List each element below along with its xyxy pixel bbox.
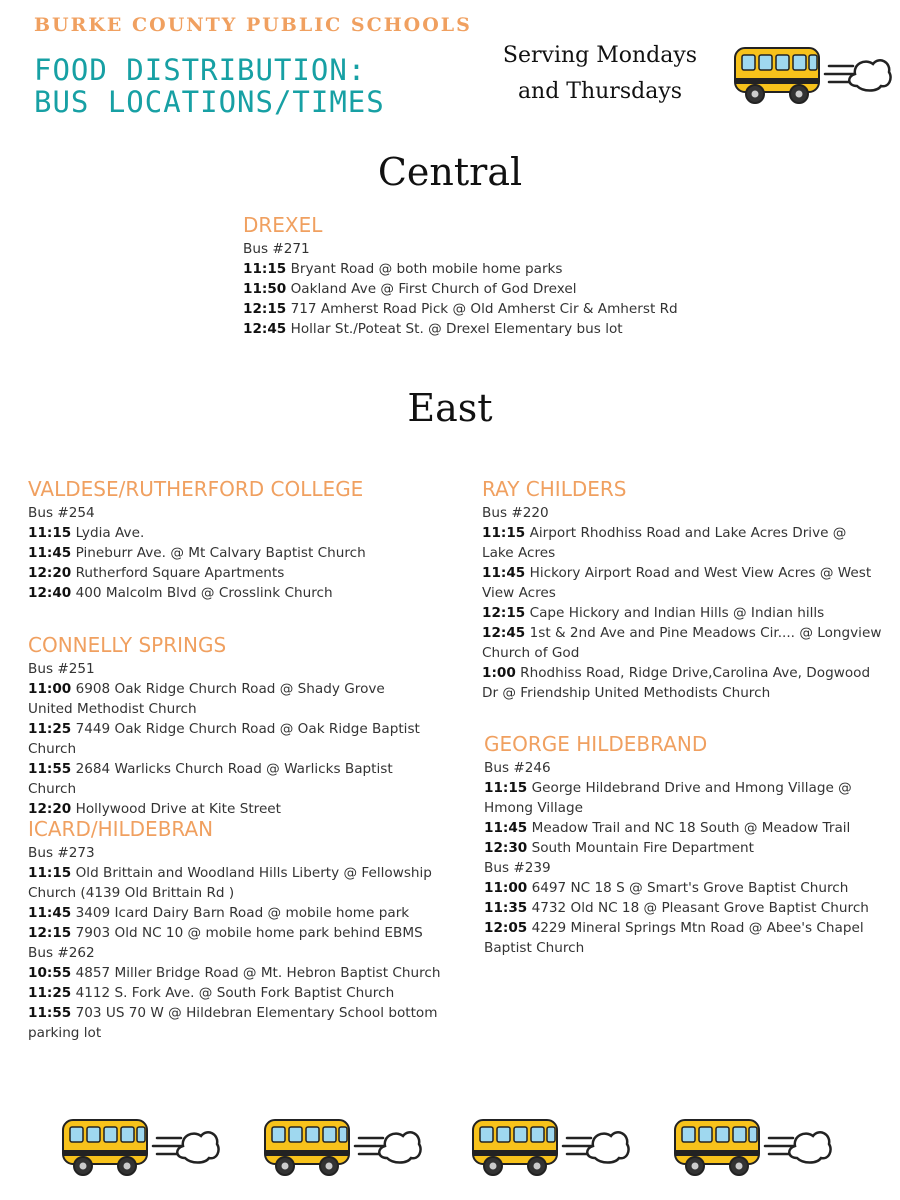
school-bus-icon [672,1114,834,1178]
serving-days [470,38,730,110]
region-heading-central: Central [377,150,523,194]
stop-time: 11:35 [484,900,528,916]
bus-number: Bus #239 [484,860,551,876]
route-ray-childers [482,476,882,703]
stop-location: 400 Malcolm Blvd @ Crosslink Church [71,585,333,601]
stop-item [484,838,884,858]
school-bus-icon [262,1114,424,1178]
stop-location: 703 US 70 W @ Hildebran Elementary School bottom parking lot [28,1005,438,1041]
stop-location: Hollywood Drive at Kite Street [71,801,281,817]
stop-item [482,523,882,563]
stop-location: 7449 Oak Ridge Church Road @ Oak Ridge Baptist Church [28,721,420,757]
stop-time: 11:55 [28,761,72,777]
stop-time: 12:15 [28,925,72,941]
stop-location: 4732 Old NC 18 @ Pleasant Grove Baptist Church [527,900,869,916]
stop-time: 11:15 [243,261,287,277]
serving-days-line-2: and Thursdays [517,79,683,104]
stop-location: 2684 Warlicks Church Road @ Warlicks Baptist Church [28,761,393,797]
stop-item [28,903,468,923]
stop-item [484,778,884,818]
district-name: BURKE COUNTY PUBLIC SCHOOLS [34,14,472,36]
route-valdese-rutherford-college [28,476,458,603]
stop-item [482,663,882,703]
stop-location: Meadow Trail and NC 18 South @ Meadow Trail [527,820,851,836]
page-title-line-2: BUS LOCATIONS/TIMES [34,85,385,119]
stop-time: 11:00 [28,681,72,697]
stop-item [482,603,882,623]
stop-time: 11:15 [28,525,72,541]
stop-location: 4229 Mineral Springs Mtn Road @ Abee's Chapel Baptist Church [484,920,864,956]
stop-location: Rhodhiss Road, Ridge Drive,Carolina Ave, Dogwood Dr @ Friendship United Methodists Church [482,665,871,701]
stop-location: Oakland Ave @ First Church of God Drexel [286,281,577,297]
stop-location: 1st & 2nd Ave and Pine Meadows Cir.... @ Longview Church of God [482,625,882,661]
stop-item [28,563,458,583]
stop-item [484,898,884,918]
stop-item [484,878,884,898]
stop-item [28,719,433,759]
bus-number: Bus #220 [482,505,549,521]
stop-time: 11:25 [28,985,72,1001]
stop-time: 12:15 [243,301,287,317]
stop-time: 12:45 [243,321,287,337]
bus-number: Bus #251 [28,661,95,677]
stop-time: 1:00 [482,665,516,681]
stop-location: 7903 Old NC 10 @ mobile home park behind EBMS [71,925,423,941]
bus-number: Bus #262 [28,945,95,961]
bus-number: Bus #273 [28,845,95,861]
stop-item [28,543,458,563]
stop-time: 11:15 [28,865,72,881]
route-connelly-springs [28,632,433,819]
bus-number: Bus #271 [243,241,310,257]
school-bus-icon [470,1114,632,1178]
region-heading-east: East [407,386,493,430]
stop-item [28,983,468,1003]
stop-time: 11:00 [484,880,528,896]
stop-location: Airport Rhodhiss Road and Lake Acres Drive @ Lake Acres [482,525,847,561]
route-george-hildebrand [484,731,884,958]
stop-location: Lydia Ave. [71,525,145,541]
stop-time: 12:15 [482,605,526,621]
stop-item [28,1003,468,1043]
bus-number: Bus #254 [28,505,95,521]
stop-time: 11:15 [482,525,526,541]
stop-item [484,818,884,838]
stop-location: Old Brittain and Woodland Hills Liberty @ Fellowship Church (4139 Old Brittain Rd ) [28,865,432,901]
stop-time: 12:40 [28,585,72,601]
stop-location: Hollar St./Poteat St. @ Drexel Elementary bus lot [286,321,623,337]
stop-item [28,863,468,903]
stop-item [28,923,468,943]
stop-location: George Hildebrand Drive and Hmong Village @ Hmong Village [484,780,852,816]
stop-location: Bryant Road @ both mobile home parks [286,261,563,277]
stop-time: 12:05 [484,920,528,936]
stop-time: 12:45 [482,625,526,641]
stop-item [482,623,882,663]
stop-location: 4857 Miller Bridge Road @ Mt. Hebron Baptist Church [71,965,441,981]
route-icard-hildebran [28,816,468,1043]
stop-item [484,918,884,958]
bus-number: Bus #246 [484,760,551,776]
route-drexel [243,212,683,339]
stop-time: 11:15 [484,780,528,796]
stop-time: 11:45 [28,545,72,561]
stop-item [482,563,882,603]
stop-time: 11:45 [482,565,526,581]
stop-location: Hickory Airport Road and West View Acres @ West View Acres [482,565,872,601]
stop-time: 12:20 [28,801,72,817]
stop-item [243,259,683,279]
route-name: ICARD/HILDEBRAN [28,817,214,841]
stop-time: 12:20 [28,565,72,581]
stop-location: South Mountain Fire Department [527,840,754,856]
stop-item [243,279,683,299]
stop-item [28,679,433,719]
stop-item [243,319,683,339]
serving-days-line-1: Serving Mondays [502,43,698,68]
route-name: VALDESE/RUTHERFORD COLLEGE [28,477,364,501]
stop-time: 12:30 [484,840,528,856]
stop-location: 3409 Icard Dairy Barn Road @ mobile home park [71,905,410,921]
stop-location: 6908 Oak Ridge Church Road @ Shady Grove United Methodist Church [28,681,385,717]
page-title-line-1: FOOD DISTRIBUTION: [34,53,367,87]
page-title [34,54,385,118]
route-name: RAY CHILDERS [482,477,627,501]
stop-location: 4112 S. Fork Ave. @ South Fork Baptist Church [71,985,395,1001]
stop-location: 717 Amherst Road Pick @ Old Amherst Cir & Amherst Rd [286,301,678,317]
stop-time: 11:25 [28,721,72,737]
school-bus-icon [732,42,894,106]
stop-time: 11:50 [243,281,287,297]
stop-time: 10:55 [28,965,72,981]
stop-item [28,963,468,983]
route-name: CONNELLY SPRINGS [28,633,227,657]
stop-location: Rutherford Square Apartments [71,565,285,581]
school-bus-icon [60,1114,222,1178]
stop-location: 6497 NC 18 S @ Smart's Grove Baptist Church [527,880,849,896]
stop-time: 11:45 [28,905,72,921]
stop-location: Pineburr Ave. @ Mt Calvary Baptist Church [71,545,366,561]
stop-time: 11:55 [28,1005,72,1021]
route-name: GEORGE HILDEBRAND [484,732,708,756]
stop-item [28,583,458,603]
route-name: DREXEL [243,213,323,237]
stop-time: 11:45 [484,820,528,836]
stop-item [28,523,458,543]
stop-location: Cape Hickory and Indian Hills @ Indian hills [525,605,825,621]
stop-item [243,299,683,319]
stop-item [28,759,433,799]
